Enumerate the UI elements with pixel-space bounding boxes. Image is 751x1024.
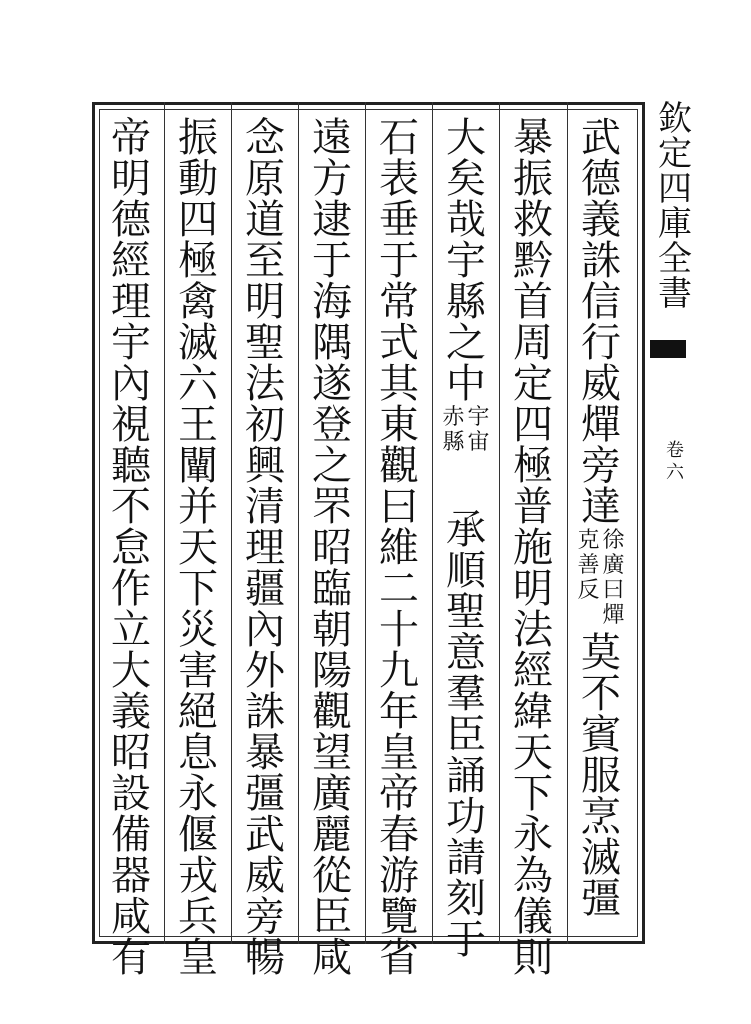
column-char: 視 (111, 402, 151, 448)
column-char: 海 (312, 279, 352, 325)
volume-char: 六 (666, 462, 684, 483)
column-char: 德 (111, 197, 151, 243)
column-char: 順 (446, 548, 486, 594)
column-char: 十 (379, 607, 419, 653)
column-char: 服 (581, 753, 621, 799)
column-char: 義 (111, 689, 151, 735)
column-char: 則 (513, 935, 553, 981)
column-char: 之 (312, 443, 352, 489)
column-char: 振 (178, 115, 218, 161)
column-char: 昭 (111, 730, 151, 776)
column-char: 咸 (312, 935, 352, 981)
text-column (441, 115, 491, 963)
column-char: 功 (446, 794, 486, 840)
column-char: 為 (513, 853, 553, 899)
column-char: 內 (111, 361, 151, 407)
column-rule (365, 102, 366, 944)
column-char: 普 (513, 484, 553, 530)
text-column (106, 115, 156, 981)
column-char: 兵 (178, 894, 218, 940)
column-char: 旁 (245, 894, 285, 940)
column-char: 至 (245, 238, 285, 284)
column-char: 理 (245, 525, 285, 571)
column-char: 施 (513, 525, 553, 571)
column-char: 闡 (178, 443, 218, 489)
column-char: 戎 (178, 853, 218, 899)
column-char: 臣 (446, 712, 486, 758)
note-line (602, 528, 625, 633)
column-char: 明 (111, 156, 151, 202)
column-char: 黔 (513, 238, 553, 284)
column-char: 帝 (379, 771, 419, 817)
column-char: 法 (513, 607, 553, 653)
column-char: 遂 (312, 361, 352, 407)
text-column (374, 115, 424, 981)
column-char: 臣 (312, 894, 352, 940)
column-char: 望 (312, 730, 352, 776)
column-char: 備 (111, 812, 151, 858)
column-char: 東 (379, 402, 419, 448)
column-char: 觀 (379, 443, 419, 489)
column-char: 大 (111, 648, 151, 694)
volume-char: 卷 (666, 440, 684, 461)
column-rule (499, 102, 500, 944)
column-char: 內 (245, 607, 285, 653)
column-char: 游 (379, 853, 419, 899)
column-char: 興 (245, 443, 285, 489)
note-char: 宇 (467, 405, 490, 430)
column-char: 聖 (446, 589, 486, 635)
text-column (576, 115, 626, 922)
column-char: 年 (379, 689, 419, 735)
column-char: 天 (513, 730, 553, 776)
column-char: 四 (513, 402, 553, 448)
column-char: 麗 (312, 812, 352, 858)
column-char: 原 (245, 156, 285, 202)
column-char: 式 (379, 320, 419, 366)
column-char: 永 (513, 812, 553, 858)
note-line (467, 405, 490, 510)
column-char: 信 (581, 279, 621, 325)
column-char: 曰 (379, 484, 419, 530)
note-char: 克 (577, 528, 600, 553)
column-char: 緯 (513, 689, 553, 735)
column-char: 旁 (581, 443, 621, 489)
book-title (655, 99, 695, 314)
column-char: 遠 (312, 115, 352, 161)
column-char: 登 (312, 402, 352, 448)
column-char: 于 (312, 238, 352, 284)
column-char: 明 (245, 279, 285, 325)
interlinear-note (442, 405, 490, 510)
column-char: 四 (178, 197, 218, 243)
column-char: 下 (513, 771, 553, 817)
column-char: 覽 (379, 894, 419, 940)
column-char: 誅 (581, 238, 621, 284)
column-char: 首 (513, 279, 553, 325)
column-char: 息 (178, 730, 218, 776)
column-char: 暴 (245, 730, 285, 776)
column-char: 九 (379, 648, 419, 694)
column-char: 立 (111, 607, 151, 653)
column-char: 表 (379, 156, 419, 202)
column-char: 大 (446, 115, 486, 161)
column-char: 滅 (178, 320, 218, 366)
column-char: 觀 (312, 689, 352, 735)
column-char: 滅 (581, 835, 621, 881)
column-char: 承 (446, 507, 486, 553)
column-char: 周 (513, 320, 553, 366)
column-char: 初 (245, 402, 285, 448)
column-char: 縣 (446, 279, 486, 325)
column-char: 器 (111, 853, 151, 899)
column-char: 道 (245, 197, 285, 243)
column-char: 于 (446, 917, 486, 963)
column-char: 之 (446, 320, 486, 366)
column-char: 極 (513, 443, 553, 489)
column-char: 其 (379, 361, 419, 407)
column-char: 聖 (245, 320, 285, 366)
column-char: 宇 (111, 320, 151, 366)
column-char: 聽 (111, 443, 151, 489)
column-char: 于 (379, 238, 419, 284)
column-char: 烹 (581, 794, 621, 840)
column-char: 義 (581, 197, 621, 243)
column-char: 絕 (178, 689, 218, 735)
column-char: 清 (245, 484, 285, 530)
column-char: 逮 (312, 197, 352, 243)
column-char: 儀 (513, 894, 553, 940)
column-char: 法 (245, 361, 285, 407)
column-char: 請 (446, 835, 486, 881)
column-char: 石 (379, 115, 419, 161)
note-char: 反 (577, 578, 600, 603)
column-char: 莫 (581, 630, 621, 676)
column-char: 經 (111, 238, 151, 284)
column-char: 定 (513, 361, 553, 407)
column-char: 暢 (245, 935, 285, 981)
column-char: 臨 (312, 566, 352, 612)
note-char: 燀 (602, 603, 625, 628)
column-char: 燀 (581, 402, 621, 448)
column-char: 廣 (312, 771, 352, 817)
column-char: 威 (245, 853, 285, 899)
column-char: 彊 (245, 771, 285, 817)
column-rule (231, 102, 232, 944)
text-column (240, 115, 290, 981)
column-char: 皇 (379, 730, 419, 776)
column-char: 宇 (446, 238, 486, 284)
column-char: 達 (581, 484, 621, 530)
text-column (307, 115, 357, 981)
column-char: 羣 (446, 671, 486, 717)
column-char: 帝 (111, 115, 151, 161)
column-char: 威 (581, 361, 621, 407)
note-char: 徐 (602, 528, 625, 553)
column-char: 行 (581, 320, 621, 366)
title-char: 書 (658, 274, 692, 314)
title-char: 四 (658, 169, 692, 209)
column-char: 維 (379, 525, 419, 571)
column-char: 誦 (446, 753, 486, 799)
note-char: 宙 (467, 430, 490, 455)
column-char: 意 (446, 630, 486, 676)
title-char: 欽 (658, 99, 692, 139)
column-char: 暴 (513, 115, 553, 161)
column-char: 武 (245, 812, 285, 858)
column-char: 賓 (581, 712, 621, 758)
column-char: 六 (178, 361, 218, 407)
title-char: 定 (658, 134, 692, 174)
column-char: 怠 (111, 525, 151, 571)
column-char: 咸 (111, 894, 151, 940)
column-rule (432, 102, 433, 944)
column-char: 矣 (446, 156, 486, 202)
column-char: 朝 (312, 607, 352, 653)
column-char: 天 (178, 525, 218, 571)
column-char: 隅 (312, 320, 352, 366)
column-char: 中 (446, 361, 486, 407)
column-char: 常 (379, 279, 419, 325)
column-char: 王 (178, 402, 218, 448)
column-char: 設 (111, 771, 151, 817)
column-char: 禽 (178, 279, 218, 325)
column-char: 作 (111, 566, 151, 612)
column-char: 不 (111, 484, 151, 530)
column-char: 外 (245, 648, 285, 694)
column-char: 不 (581, 671, 621, 717)
column-char: 疆 (245, 566, 285, 612)
column-char: 永 (178, 771, 218, 817)
text-column (173, 115, 223, 981)
column-char: 陽 (312, 648, 352, 694)
column-rule (164, 102, 165, 944)
column-char: 振 (513, 156, 553, 202)
column-rule (298, 102, 299, 944)
column-char: 皇 (178, 935, 218, 981)
column-char: 理 (111, 279, 151, 325)
column-char: 偃 (178, 812, 218, 858)
column-char: 經 (513, 648, 553, 694)
column-char: 極 (178, 238, 218, 284)
column-char: 省 (379, 935, 419, 981)
column-char: 從 (312, 853, 352, 899)
note-char: 曰 (602, 578, 625, 603)
title-char: 全 (658, 239, 692, 279)
title-char: 庫 (658, 204, 692, 244)
column-rule (567, 102, 568, 944)
column-char: 方 (312, 156, 352, 202)
column-char: 害 (178, 648, 218, 694)
column-char: 罘 (312, 484, 352, 530)
note-char: 赤 (442, 405, 465, 430)
text-column (508, 115, 558, 981)
column-char: 動 (178, 156, 218, 202)
volume-label (660, 440, 690, 484)
column-char: 昭 (312, 525, 352, 571)
column-char: 并 (178, 484, 218, 530)
column-char: 下 (178, 566, 218, 612)
column-char: 武 (581, 115, 621, 161)
column-char: 春 (379, 812, 419, 858)
column-char: 彊 (581, 876, 621, 922)
note-char: 善 (577, 553, 600, 578)
column-char: 明 (513, 566, 553, 612)
note-char: 縣 (442, 430, 465, 455)
interlinear-note (577, 528, 625, 633)
column-char: 二 (379, 566, 419, 612)
fish-tail-mark (650, 340, 686, 358)
column-char: 刻 (446, 876, 486, 922)
column-char: 有 (111, 935, 151, 981)
column-char: 哉 (446, 197, 486, 243)
note-char: 廣 (602, 553, 625, 578)
column-char: 德 (581, 156, 621, 202)
column-char: 災 (178, 607, 218, 653)
column-char: 念 (245, 115, 285, 161)
column-char: 救 (513, 197, 553, 243)
column-char: 垂 (379, 197, 419, 243)
column-char: 誅 (245, 689, 285, 735)
